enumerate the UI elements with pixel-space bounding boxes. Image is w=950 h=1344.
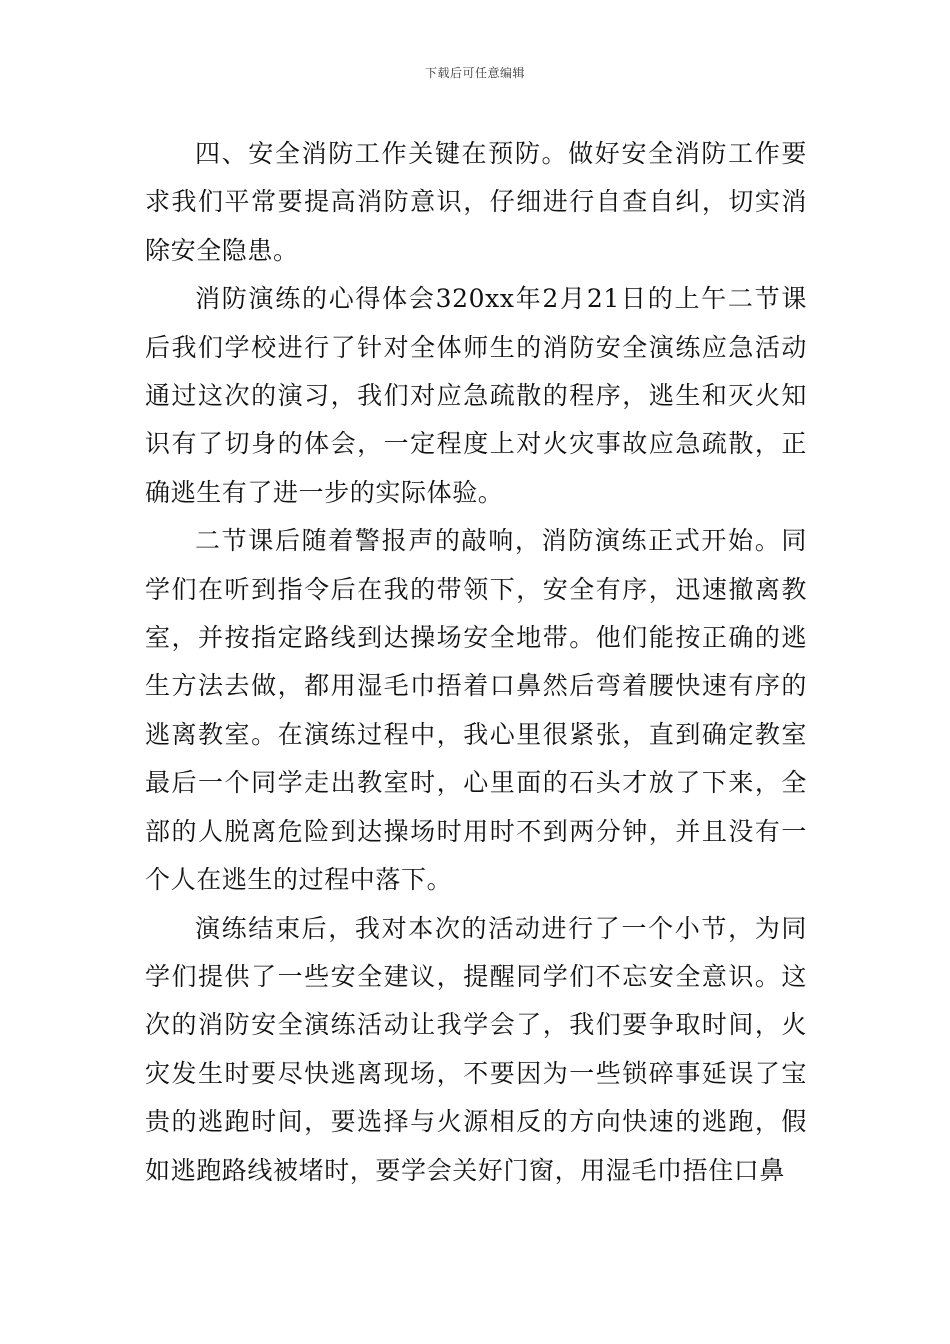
paragraph-drill-process: 二节课后随着警报声的敲响，消防演练正式开始。同学们在听到指令后在我的带领下，安全有序，迅速撤离教室，并按指定路线到达操场安全地带。他们能按正确的逃生方法去做，都用湿毛巾捂着口鼻然后弯着腰快速有序的逃离教室。在演练过程中，我心里很紧张，直到确定教室最后一个同学走出教室时，心里面的石头才放了下来，全部的人脱离危险到达操场时用时不到两分钟，并且没有一个人在逃生的过程中落下。	[145, 526, 807, 895]
page-header-note: 下载后可任意编辑	[424, 66, 525, 80]
paragraph-drill-summary: 演练结束后，我对本次的活动进行了一个小节，为同学们提供了一些安全建议，提醒同学们不忘安全意识。这次的消防安全演练活动让我学会了，我们要争取时间，火灾发生时要尽快逃离现场，不要因为一些锁碎事延误了宝贵的逃跑时间，要选择与火源相反的方向快速的逃跑，假如逃跑路线被堵时，要学会关好门窗，用湿毛巾捂住口鼻	[145, 913, 807, 1185]
paragraph-drill-intro: 消防演练的心得体会320xx年2月21日的上午二节课后我们学校进行了针对全体师生的消防安全演练应急活动通过这次的演习，我们对应急疏散的程序，逃生和灭火知识有了切身的体会，一定程度上对火灾事故应急疏散，正确逃生有了进一步的实际体验。	[145, 284, 807, 507]
document-body	[145, 130, 807, 1195]
paragraph-prevention: 四、安全消防工作关键在预防。做好安全消防工作要求我们平常要提高消防意识，仔细进行自查自纠，切实消除安全隐患。	[145, 139, 807, 265]
